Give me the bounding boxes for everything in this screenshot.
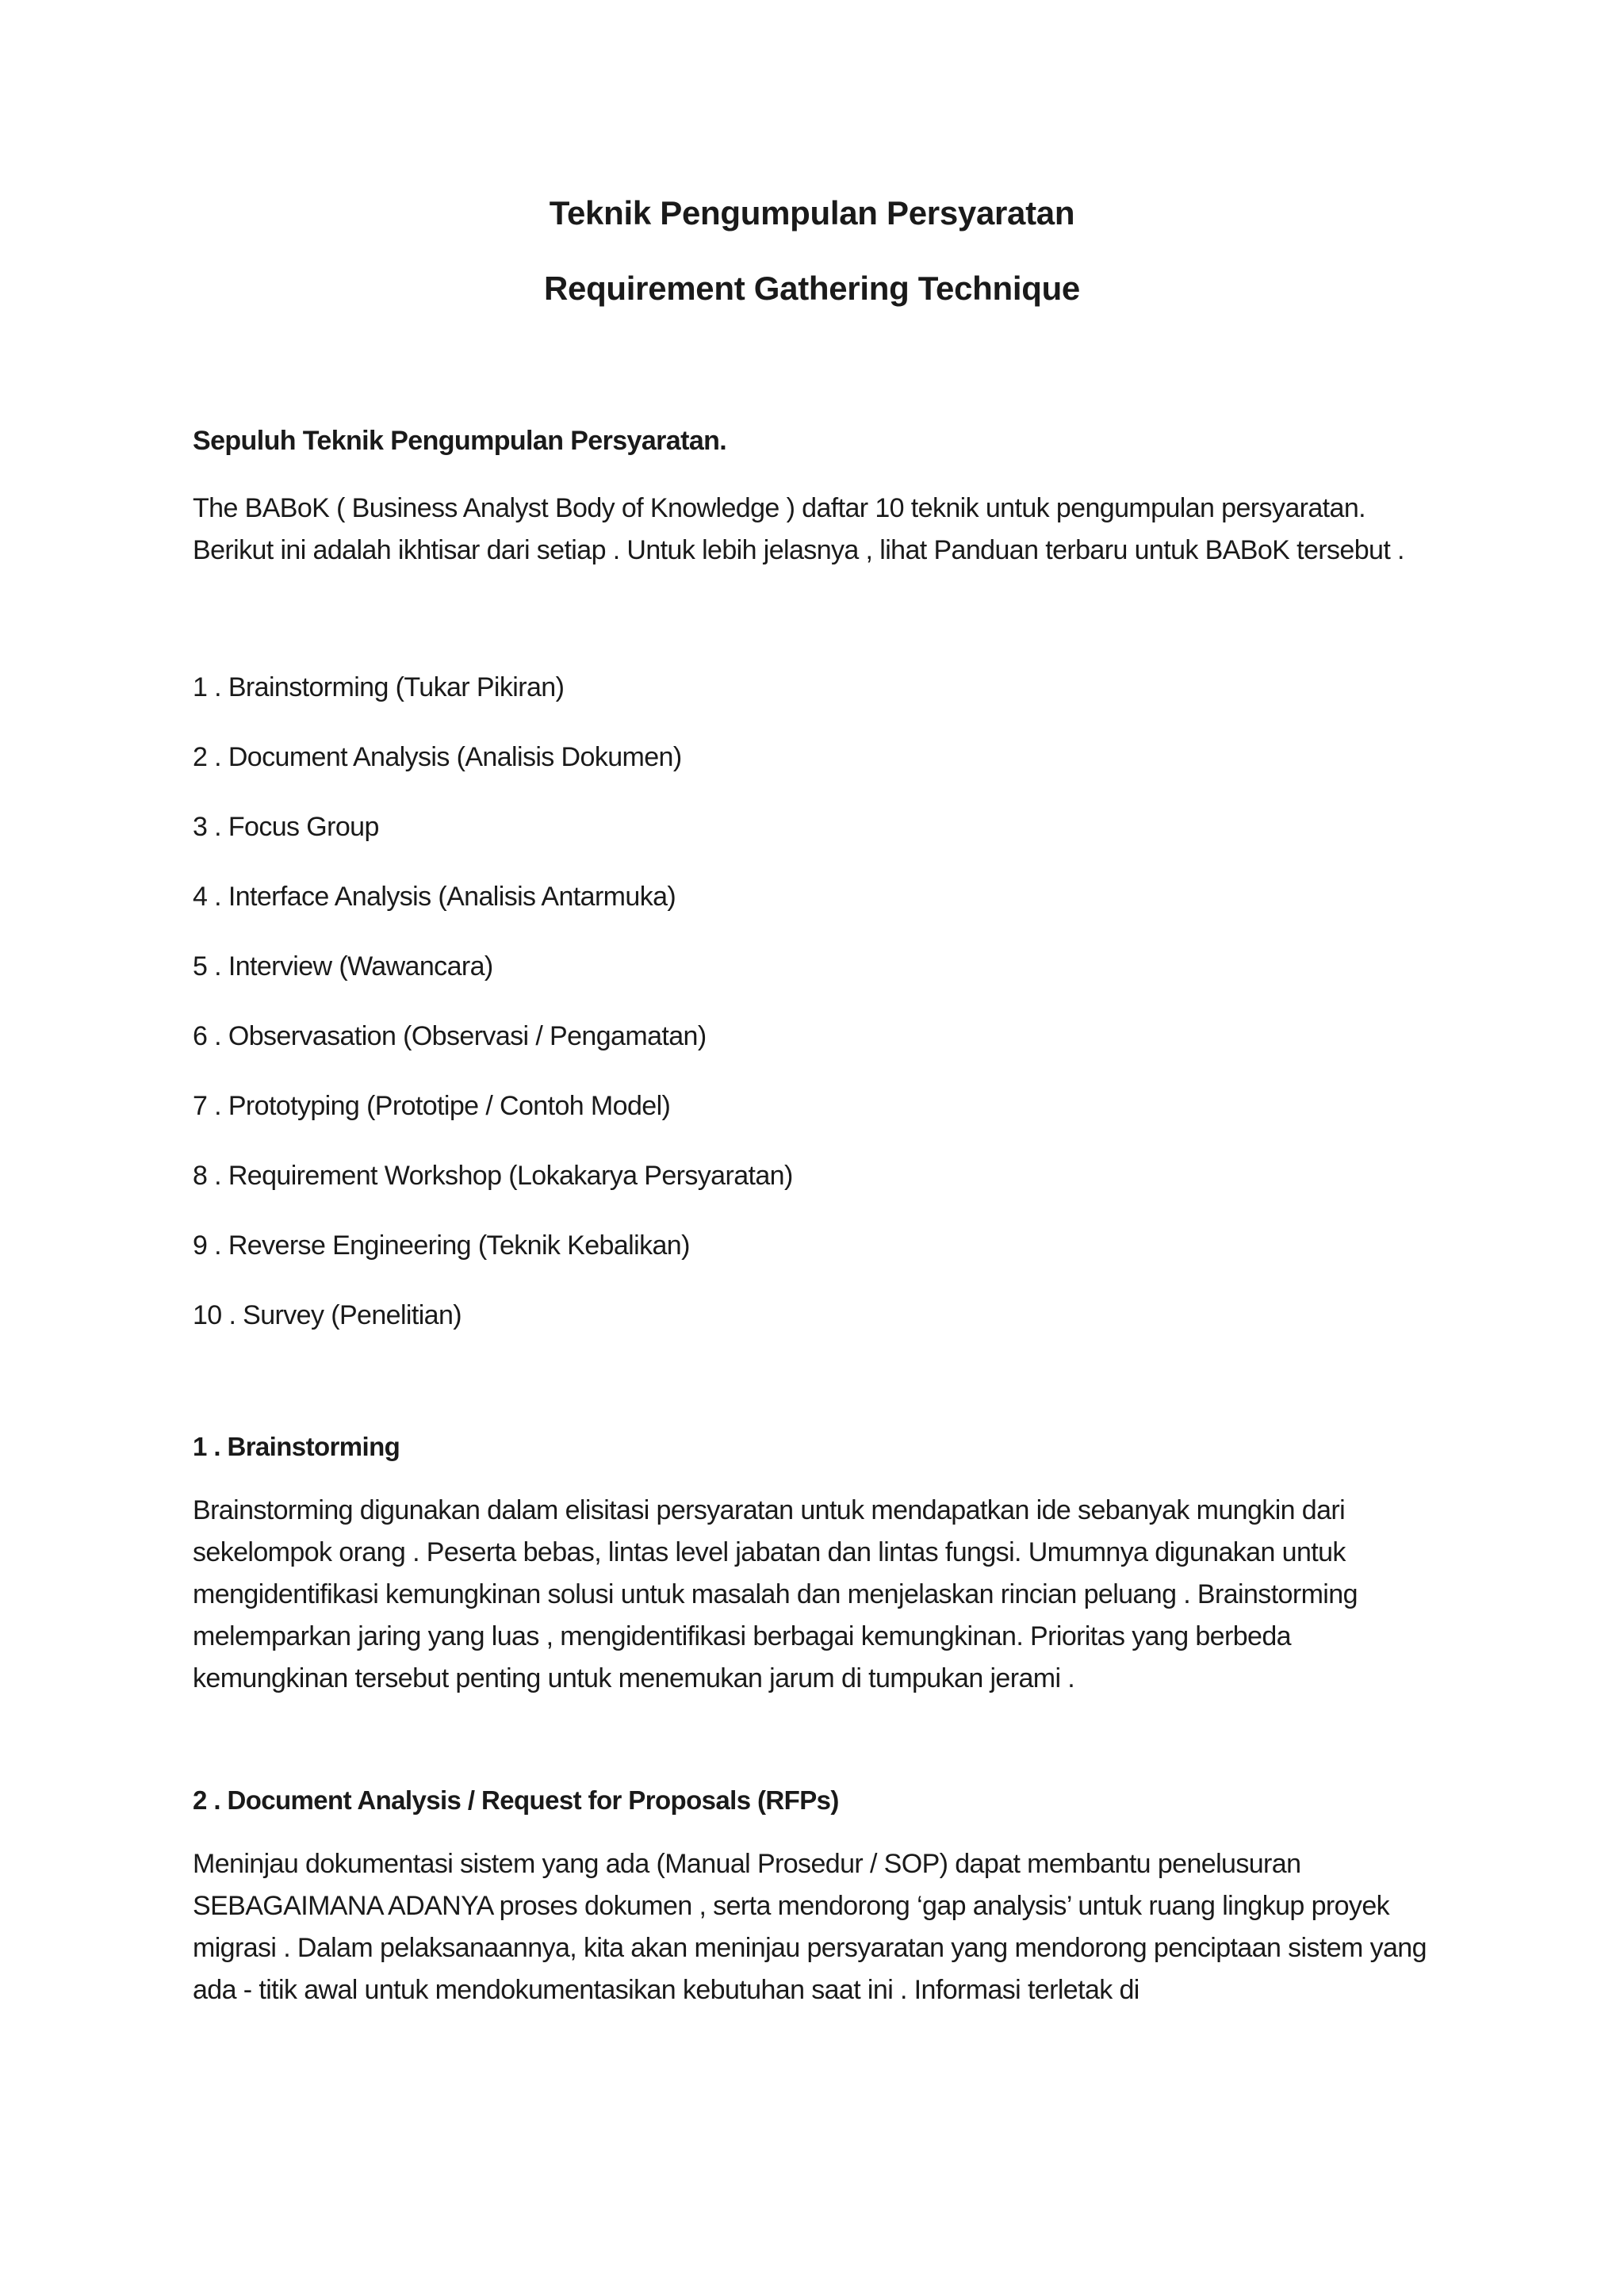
list-item: 6 . Observasation (Observasi / Pengamatan) (193, 1021, 707, 1051)
list-item: 3 . Focus Group (193, 812, 379, 842)
document-title: Teknik Pengumpulan Persyaratan (549, 194, 1075, 232)
list-item: 5 . Interview (Wawancara) (193, 951, 493, 982)
list-item: 9 . Reverse Engineering (Teknik Kebalikan) (193, 1230, 690, 1261)
intro-heading: Sepuluh Teknik Pengumpulan Persyaratan. (193, 426, 727, 456)
document-body (193, 420, 1438, 2011)
section-heading-document-analysis: 2 . Document Analysis / Request for Proposals (RFPs) (193, 1785, 839, 1815)
list-item: 4 . Interface Analysis (Analisis Antarmuka) (193, 882, 676, 912)
intro-paragraph: The BABoK ( Business Analyst Body of Knowledge ) daftar 10 teknik untuk pengumpulan persyaratan. Berikut ini adalah ikhtisar dari setiap . Untuk lebih jelasnya , lihat Panduan terbaru untuk BABoK tersebut . (193, 493, 1404, 565)
techniques-list (193, 667, 1438, 1337)
list-item: 7 . Prototyping (Prototipe / Contoh Model) (193, 1091, 671, 1121)
list-item: 8 . Requirement Workshop (Lokakarya Persyaratan) (193, 1161, 793, 1191)
list-item: 2 . Document Analysis (Analisis Dokumen) (193, 742, 682, 772)
document-subtitle: Requirement Gathering Technique (543, 270, 1080, 307)
section-heading-brainstorming: 1 . Brainstorming (193, 1432, 400, 1461)
list-item: 10 . Survey (Penelitian) (193, 1300, 462, 1330)
section-paragraph-brainstorming: Brainstorming digunakan dalam elisitasi persyaratan untuk mendapatkan ide sebanyak mungkin dari sekelompok orang . Peserta bebas, lintas level jabatan dan lintas fungsi. Umumnya digunakan untuk mengidentifikasi kemungkinan solusi untuk masalah dan menjelaskan rincian peluang . Brainstorming melemparkan jaring yang luas , mengidentifikasi berbagai kemungkinan. Prioritas yang berbeda kemungkinan tersebut penting untuk menemukan jarum di tumpukan jerami . (193, 1495, 1358, 1693)
section-paragraph-document-analysis: Meninjau dokumentasi sistem yang ada (Manual Prosedur / SOP) dapat membantu penelusuran SEBAGAIMANA ADANYA proses dokumen , serta mendorong ‘gap analysis’ untuk ruang lingkup proyek migrasi . Dalam pelaksanaannya, kita akan meninjau persyaratan yang mendorong penciptaan sistem yang ada - titik awal untuk mendokumentasikan kebutuhan saat ini . Informasi terletak di (193, 1849, 1427, 2005)
list-item: 1 . Brainstorming (Tukar Pikiran) (193, 672, 565, 702)
